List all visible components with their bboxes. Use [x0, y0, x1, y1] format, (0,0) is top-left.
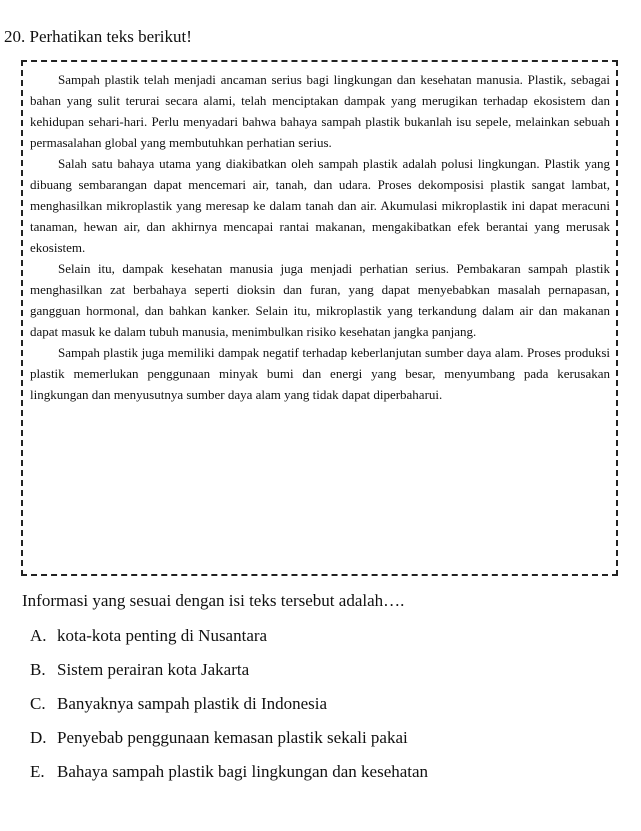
passage-paragraph-3: Selain itu, dampak kesehatan manusia juga menjadi perhatian serius. Pembakaran sampah plastik menghasilkan zat berbahaya seperti dioksin dan furan, yang dapat menyebabkan masalah pernapasan, gangguan hormonal, dan bahkan kanker. Selain itu, mikroplastik yang terkandung dalam air dan makanan dapat masuk ke dalam tubuh manusia, menimbulkan risiko kesehatan jangka panjang. [30, 261, 610, 339]
passage-paragraph-4: Sampah plastik juga memiliki dampak negatif terhadap keberlanjutan sumber daya alam. Proses produksi plastik memerlukan penggunaan minyak bumi dan energi yang besar, menyumbang pada kerusakan lingkungan dan menyusutnya sumber daya alam yang tidak dapat diperbaharui. [30, 345, 610, 402]
question-prompt: Informasi yang sesuai dengan isi teks tersebut adalah…. [22, 591, 405, 610]
option-letter: B. [30, 660, 46, 679]
option-a[interactable] [30, 624, 428, 658]
option-c[interactable] [30, 692, 428, 726]
option-e[interactable] [30, 760, 428, 794]
option-text: Sistem perairan kota Jakarta [57, 660, 250, 679]
option-letter: C. [30, 694, 46, 713]
option-d[interactable] [30, 726, 428, 760]
passage-paragraph-1: Sampah plastik telah menjadi ancaman serius bagi lingkungan dan kesehatan manusia. Plastik, sebagai bahan yang sulit terurai secara alami, telah menciptakan dampak yang merugikan terhadap ekosistem dan kehidupan sehari-hari. Perlu menyadari bahwa bahaya sampah plastik bukanlah isu sepele, melainkan sebuah permasalahan global yang membutuhkan perhatian serius. [30, 72, 610, 150]
option-text: Penyebab penggunaan kemasan plastik sekali pakai [57, 728, 408, 747]
option-text: Banyaknya sampah plastik di Indonesia [57, 694, 328, 713]
option-text: kota-kota penting di Nusantara [57, 626, 268, 645]
passage-paragraph-2: Salah satu bahaya utama yang diakibatkan oleh sampah plastik adalah polusi lingkungan. Plastik yang dibuang sembarangan dapat mencemari air, tanah, dan udara. Proses dekomposisi plastik sangat lambat, menghasilkan mikroplastik yang meresap ke dalam tanah dan air. Akumulasi mikroplastik ini dapat meracuni tanaman, hewan air, dan akhirnya mencapai rantai makanan, mengakibatkan efek berantai yang merusak ekosistem. [30, 156, 610, 255]
option-letter: D. [30, 728, 47, 747]
option-letter: A. [30, 626, 47, 645]
option-letter: E. [30, 762, 45, 781]
answer-options [30, 624, 428, 794]
passage-box [21, 60, 618, 576]
option-text: Bahaya sampah plastik bagi lingkungan dan kesehatan [57, 762, 429, 781]
option-b[interactable] [30, 658, 428, 692]
question-title: 20. Perhatikan teks berikut! [4, 27, 192, 46]
